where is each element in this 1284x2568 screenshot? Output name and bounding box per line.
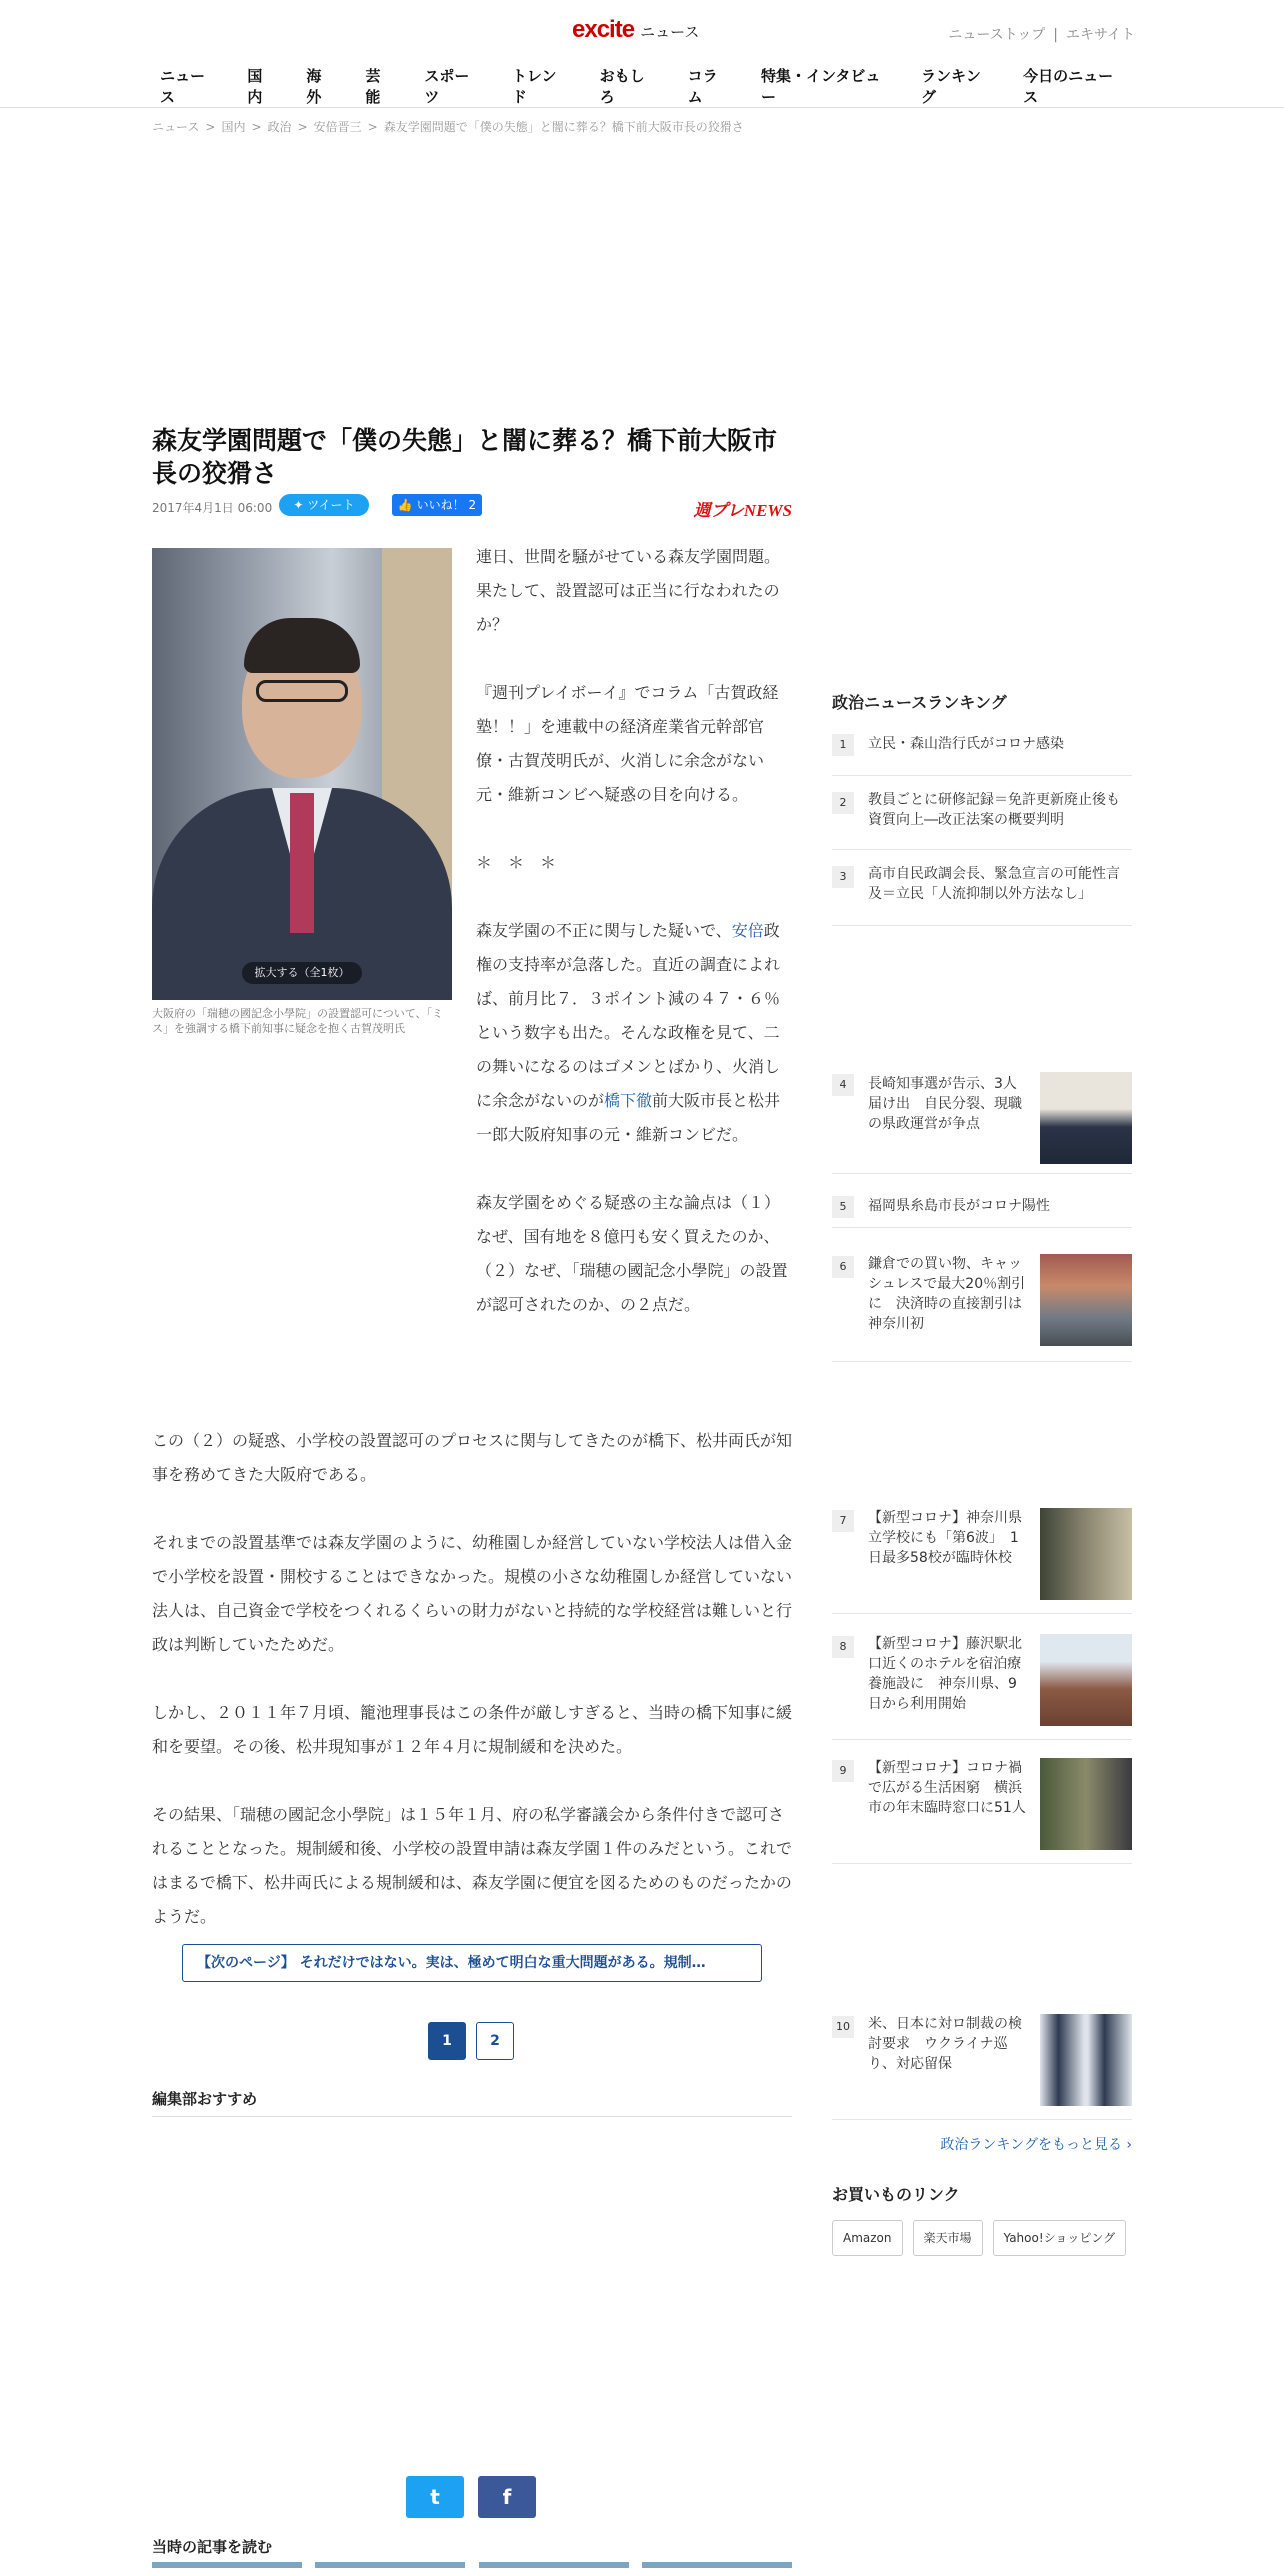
news-thumbnail xyxy=(1040,1758,1132,1850)
divider xyxy=(152,2116,792,2117)
page-1[interactable]: 1 xyxy=(428,2022,466,2060)
ranking-item[interactable]: 1 立民・森山浩行氏がコロナ感染 xyxy=(832,728,1132,776)
shopping-links-title: お買いものリンク xyxy=(832,2185,960,2204)
article-body-right xyxy=(476,540,792,1356)
share-twitter-button[interactable] xyxy=(406,2476,464,2518)
thumb[interactable] xyxy=(642,2562,792,2568)
paragraph: 『週刊プレイボーイ』でコラム「古賀政経塾！！」を連載中の経済産業省元幹部官僚・古賀茂明氏が、火消しに余念がない元・維新コンビへ疑惑の目を向ける。 xyxy=(476,683,779,804)
crumb-domestic[interactable]: 国内 xyxy=(221,120,246,134)
article-meta xyxy=(152,494,792,518)
nav-features[interactable]: 特集・インタビュー xyxy=(761,67,881,106)
thumb[interactable] xyxy=(315,2562,465,2568)
ranking-title: 政治ニュースランキング xyxy=(832,693,1007,712)
ranking-item[interactable]: 3 高市自民政調会長、緊急宣言の可能性言及＝立民「人流抑制以外方法なし」 xyxy=(832,858,1132,926)
article-body-full xyxy=(152,1424,792,1968)
paragraph: この（２）の疑惑、小学校の設置認可のプロセスに関与してきたのが橋下、松井両氏が知事を務めてきた大阪府である。 xyxy=(152,1431,793,1484)
article-photo[interactable] xyxy=(152,548,452,1000)
nav-funny[interactable]: おもしろ xyxy=(599,67,645,106)
nav-trend[interactable]: トレンド xyxy=(511,67,557,106)
thumb[interactable] xyxy=(152,2562,302,2568)
news-thumbnail xyxy=(1040,2014,1132,2106)
nav-today[interactable]: 今日のニュース xyxy=(1023,67,1114,106)
breadcrumb: ニュース > 国内 > 政治 > 安倍晋三 > 森友学園問題で「僕の失態」と闇に葬る？橋下前大阪市長の狡猾さ xyxy=(152,120,744,134)
ranking-item[interactable]: 4 長崎知事選が告示、3人届け出 自民分裂、現職の県政運営が争点 xyxy=(832,1064,1132,1174)
article-date: 2017年4月1日 06:00 xyxy=(152,501,273,515)
past-articles-thumbs xyxy=(152,2562,792,2568)
news-thumbnail xyxy=(1040,1634,1132,1726)
crumb-current: 森友学園問題で「僕の失態」と闇に葬る？橋下前大阪市長の狡猾さ xyxy=(383,120,744,134)
article-title: 森友学園問題で「僕の失態」と闇に葬る？橋下前大阪市長の狡猾さ xyxy=(152,426,778,488)
ranking-item[interactable]: 9 【新型コロナ】コロナ禍で広がる生活困窮 横浜市の年末臨時窓口に51人 xyxy=(832,1752,1132,1864)
paragraph: その結果、「瑞穂の國記念小學院」は１５年１月、府の私学審議会から条件付きで認可されることとなった。規制緩和後、小学校の設置申請は森友学園１件のみだという。これではまるで橋下、松井両氏による規制緩和は、森友学園に便宜を図るためのものだったかのようだ。 xyxy=(152,1805,793,1926)
ranking-item[interactable]: 8 【新型コロナ】藤沢駅北口近くのホテルを宿泊療養施設に 神奈川県、9日から利用開始 xyxy=(832,1628,1132,1740)
paragraph: ＊ ＊ ＊ xyxy=(476,853,557,872)
shopping-links xyxy=(832,2220,1136,2256)
nav-column[interactable]: コラム xyxy=(687,67,718,106)
nav-world[interactable]: 海外 xyxy=(306,67,322,106)
paragraph: 連日、世間を騒がせている森友学園問題。果たして、設置認可は正当に行なわれたのか？ xyxy=(476,547,781,634)
page-2[interactable]: 2 xyxy=(476,2022,514,2060)
nav-entertainment[interactable]: 芸能 xyxy=(365,67,381,106)
news-thumbnail xyxy=(1040,1072,1132,1164)
ranking-item[interactable]: 10 米、日本に対ロ制裁の検討要求 ウクライナ巡り、対応留保 xyxy=(832,2004,1132,2120)
source-logo[interactable]: 週プレNEWS xyxy=(693,501,792,520)
nav-sports[interactable]: スポーツ xyxy=(424,67,470,106)
header-links: ニューストップ | エキサイト xyxy=(944,24,1139,44)
paragraph: 森友学園をめぐる疑惑の主な論点は（１）なぜ、国有地を８億円も安く買えたのか、（２）なぜ、「瑞穂の國記念小學院」の設置が認可されたのか、の２点だ。 xyxy=(476,1193,788,1314)
global-nav xyxy=(145,64,1139,108)
photo-caption: 大阪府の「瑞穂の國記念小學院」の設置認可について、「ミス」を強調する橋下前知事に疑念を抱く古賀茂明氏 xyxy=(152,1007,444,1035)
paragraph: 森友学園の不正に関与した疑いで、安倍政権の支持率が急落した。直近の調査によれば、前月比７．３ポイント減の４７・６％という数字も出た。そんな政権を見て、二の舞いになるのはゴメンとばかり、火消しに余念がないのが橋下徹前大阪市長と松井一郎大阪府知事の元・維新コンビだ。 xyxy=(476,921,781,1144)
amazon-link[interactable]: Amazon xyxy=(832,2220,903,2256)
like-button[interactable]: 👍 いいね！ 2 xyxy=(392,494,482,516)
twitter-icon: t xyxy=(430,2485,440,2509)
expand-photo-button[interactable]: 拡大する（全1枚） xyxy=(242,962,362,984)
excite-link[interactable]: エキサイト xyxy=(1065,27,1135,43)
hashimoto-link[interactable]: 橋下徹 xyxy=(604,1091,653,1110)
yahoo-shopping-link[interactable]: Yahoo!ショッピング xyxy=(993,2220,1127,2256)
thumbs-up-icon: 👍 xyxy=(397,498,417,512)
abe-link[interactable]: 安倍 xyxy=(731,921,764,940)
site-header xyxy=(0,0,1284,108)
paragraph: しかし、２０１１年７月頃、籠池理事長はこの条件が厳しすぎると、当時の橋下知事に緩和を要望。その後、松井現知事が１２年４月に規制緩和を決めた。 xyxy=(152,1703,793,1756)
ranking-item[interactable]: 5 福岡県糸島市長がコロナ陽性 xyxy=(832,1186,1132,1228)
news-thumbnail xyxy=(1040,1254,1132,1346)
thumb[interactable] xyxy=(479,2562,629,2568)
excite-logo[interactable]: excite ニュース xyxy=(572,16,700,43)
nav-ranking[interactable]: ランキング xyxy=(921,67,981,106)
crumb-news[interactable]: ニュース xyxy=(152,120,200,134)
ranking-item[interactable]: 6 鎌倉での買い物、キャッシュレスで最大20％割引に 決済時の直接割引は神奈川初 xyxy=(832,1248,1132,1362)
editor-picks-heading: 編集部おすすめ xyxy=(152,2090,258,2108)
past-articles-heading: 当時の記事を読む xyxy=(152,2538,273,2556)
ranking-heading-wrap xyxy=(832,690,1132,727)
share-facebook-button[interactable] xyxy=(478,2476,536,2518)
facebook-icon: f xyxy=(502,2485,512,2509)
ranking-item[interactable]: 2 教員ごとに研修記録＝免許更新廃止後も資質向上―改正法案の概要判明 xyxy=(832,784,1132,850)
tweet-button[interactable]: ✦ ツイート xyxy=(279,494,369,516)
nav-news[interactable]: ニュース xyxy=(160,67,206,106)
nav-domestic[interactable]: 国内 xyxy=(247,67,263,106)
more-ranking-link[interactable]: 政治ランキングをもっと見る › xyxy=(940,2137,1132,2153)
crumb-politics[interactable]: 政治 xyxy=(267,120,292,134)
pagination xyxy=(428,2022,524,2060)
rakuten-link[interactable]: 楽天市場 xyxy=(913,2220,983,2256)
crumb-abe[interactable]: 安倍晋三 xyxy=(313,120,362,134)
paragraph: それまでの設置基準では森友学園のように、幼稚園しか経営していない学校法人は借入金で小学校を設置・開校することはできなかった。規模の小さな幼稚園しか経営していない法人は、自己資金で学校をつくれるくらいの財力がないと持続的な学校経営は難しいと行政は判断していたためだ。 xyxy=(152,1533,793,1654)
news-top-link[interactable]: ニューストップ xyxy=(948,27,1046,43)
ranking-item[interactable]: 7 【新型コロナ】神奈川県立学校にも「第6波」 1日最多58校が臨時休校 xyxy=(832,1502,1132,1614)
news-thumbnail xyxy=(1040,1508,1132,1600)
next-page-link[interactable]: 【次のページ】 それだけではない。実は、極めて明白な重大問題がある。規制… xyxy=(182,1944,762,1982)
twitter-icon: ✦ xyxy=(293,498,308,512)
